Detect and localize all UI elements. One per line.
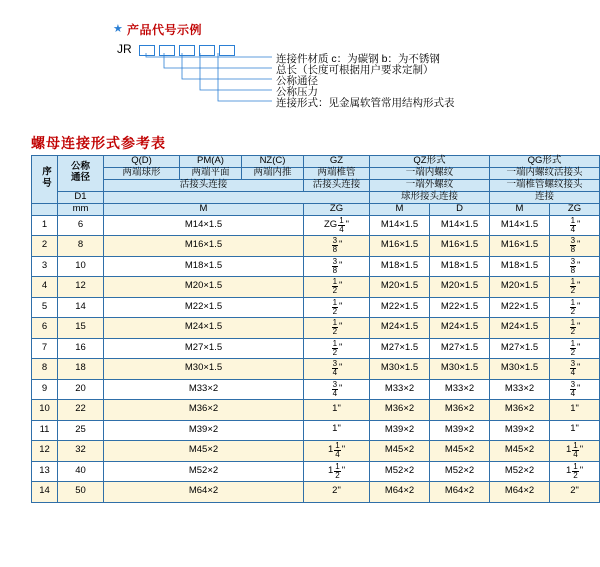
header-row-2: [32, 167, 600, 179]
cell-qg-zg: $\frac{3}{4}$ ": [550, 359, 600, 380]
diagram-label-nominal-pressure: 公称压力: [276, 86, 318, 98]
cell-dn: 16: [58, 338, 104, 359]
cell-gz-thread: $\frac{3}{4}$ ": [304, 379, 370, 400]
cell-qz-d: M36×2: [430, 400, 490, 421]
header-qg-connect: 连接: [490, 191, 600, 203]
cell-qz-m: M39×2: [370, 420, 430, 441]
table-body: [32, 215, 600, 502]
header-blank-1: [104, 191, 370, 203]
cell-gz-thread: 1": [304, 420, 370, 441]
cell-qz-d: M52×2: [430, 461, 490, 482]
star-icon: ★: [113, 23, 123, 35]
cell-qg-zg: $\frac{1}{4}$ ": [550, 215, 600, 236]
cell-qz-d: M16×1.5: [430, 236, 490, 257]
cell-qg-m: M22×1.5: [490, 297, 550, 318]
cell-qg-m: M24×1.5: [490, 318, 550, 339]
cell-seq: 13: [32, 461, 58, 482]
cell-qg-zg: $\frac{1}{2}$ ": [550, 277, 600, 298]
cell-qz-m: M14×1.5: [370, 215, 430, 236]
cell-dn: 15: [58, 318, 104, 339]
cell-qg-zg: $\frac{1}{2}$ ": [550, 318, 600, 339]
cell-qg-zg: 1 $\frac{1}{2}$ ": [550, 461, 600, 482]
table-row: [32, 441, 600, 462]
cell-gz-thread: ZG $\frac{1}{4}$ ": [304, 215, 370, 236]
cell-qz-m: M18×1.5: [370, 256, 430, 277]
cell-qg-m: M16×1.5: [490, 236, 550, 257]
cell-qz-d: M39×2: [430, 420, 490, 441]
table-row: [32, 482, 600, 503]
cell-seq: 14: [32, 482, 58, 503]
cell-qz-m: M27×1.5: [370, 338, 430, 359]
table-row: [32, 400, 600, 421]
cell-qz-d: M27×1.5: [430, 338, 490, 359]
header-seq: [32, 156, 58, 204]
cell-qg-zg: $\frac{3}{4}$ ": [550, 379, 600, 400]
cell-gz-thread: 1": [304, 400, 370, 421]
page-title: 螺母连接形式参考表: [31, 135, 166, 151]
cell-dn: 25: [58, 420, 104, 441]
cell-q-thread: M20×1.5: [104, 277, 304, 298]
header-group-nz: NZ(C): [242, 156, 304, 168]
header-gz-connect: 活接头连接: [304, 179, 370, 191]
cell-q-thread: M33×2: [104, 379, 304, 400]
header-d1: D1: [58, 191, 104, 203]
diagram-label-connection-type: 连接形式：见金属软管常用结构形式表: [276, 97, 455, 109]
cell-gz-thread: $\frac{3}{8}$ ": [304, 256, 370, 277]
cell-qz-d: M22×1.5: [430, 297, 490, 318]
cell-qz-m: M36×2: [370, 400, 430, 421]
cell-seq: 5: [32, 297, 58, 318]
cell-qz-d: M64×2: [430, 482, 490, 503]
cell-qg-zg: 1 $\frac{1}{4}$ ": [550, 441, 600, 462]
cell-seq: 12: [32, 441, 58, 462]
cell-seq: 2: [32, 236, 58, 257]
cell-dn: 12: [58, 277, 104, 298]
header-row-4: [32, 191, 600, 203]
header-dn: [58, 156, 104, 192]
cell-gz-thread: 2": [304, 482, 370, 503]
cell-gz-thread: $\frac{1}{2}$ ": [304, 297, 370, 318]
cell-qg-m: M14×1.5: [490, 215, 550, 236]
header-dn-label: 公称通径: [70, 161, 90, 184]
cell-qz-m: M20×1.5: [370, 277, 430, 298]
header-group-pm: PM(A): [180, 156, 242, 168]
cell-seq: 4: [32, 277, 58, 298]
table-row: [32, 318, 600, 339]
table-header: [32, 156, 600, 216]
cell-qg-m: M36×2: [490, 400, 550, 421]
cell-qg-zg: $\frac{1}{2}$ ": [550, 297, 600, 318]
cell-q-thread: M45×2: [104, 441, 304, 462]
header-unit-qg-zg: ZG: [550, 203, 600, 215]
cell-seq: 7: [32, 338, 58, 359]
cell-q-thread: M24×1.5: [104, 318, 304, 339]
cell-gz-thread: 1 $\frac{1}{2}$ ": [304, 461, 370, 482]
cell-qg-zg: 1": [550, 420, 600, 441]
table-row: [32, 256, 600, 277]
cell-seq: 6: [32, 318, 58, 339]
header-q-connect: 活接头连接: [104, 179, 304, 191]
cell-q-thread: M30×1.5: [104, 359, 304, 380]
cell-qz-d: M14×1.5: [430, 215, 490, 236]
cell-qg-zg: $\frac{3}{8}$ ": [550, 236, 600, 257]
table-row: [32, 379, 600, 400]
cell-q-thread: M14×1.5: [104, 215, 304, 236]
diagram-title: 产品代号示例: [127, 23, 203, 37]
cell-qz-d: M20×1.5: [430, 277, 490, 298]
cell-qz-m: M30×1.5: [370, 359, 430, 380]
cell-seq: 10: [32, 400, 58, 421]
nut-connection-reference-table: [31, 155, 600, 503]
product-code-prefix: JR: [117, 42, 132, 56]
cell-qg-m: M64×2: [490, 482, 550, 503]
header-seq-label: 序号: [39, 165, 51, 189]
cell-seq: 11: [32, 420, 58, 441]
cell-gz-thread: 1 $\frac{1}{4}$ ": [304, 441, 370, 462]
cell-seq: 9: [32, 379, 58, 400]
cell-dn: 22: [58, 400, 104, 421]
table-row: [32, 215, 600, 236]
header-row-3: [32, 179, 600, 191]
cell-q-thread: M27×1.5: [104, 338, 304, 359]
cell-qz-d: M45×2: [430, 441, 490, 462]
header-group-gz: GZ: [304, 156, 370, 168]
header-qz-thread: 一端外螺纹: [370, 179, 490, 191]
cell-qg-m: M18×1.5: [490, 256, 550, 277]
header-nz-desc: 两端内推: [242, 167, 304, 179]
header-qg-desc: 一端内螺纹活接头: [490, 167, 600, 179]
header-unit-qg-m: M: [490, 203, 550, 215]
table-row: [32, 420, 600, 441]
cell-gz-thread: $\frac{1}{2}$ ": [304, 318, 370, 339]
header-row-1: [32, 156, 600, 168]
cell-seq: 8: [32, 359, 58, 380]
cell-qg-m: M45×2: [490, 441, 550, 462]
table-row: [32, 461, 600, 482]
cell-qg-zg: $\frac{1}{2}$ ": [550, 338, 600, 359]
cell-qg-m: M39×2: [490, 420, 550, 441]
table-row: [32, 359, 600, 380]
cell-dn: 14: [58, 297, 104, 318]
header-unit-qz-m: M: [370, 203, 430, 215]
product-code-diagram: [0, 0, 600, 128]
table-row: [32, 277, 600, 298]
cell-q-thread: M36×2: [104, 400, 304, 421]
cell-qg-zg: 1": [550, 400, 600, 421]
diagram-label-material: 连接件材质 c：为碳钢 b：为不锈钢: [276, 53, 440, 65]
header-pm-desc: 两端平面: [180, 167, 242, 179]
cell-qz-m: M22×1.5: [370, 297, 430, 318]
cell-qz-d: M24×1.5: [430, 318, 490, 339]
cell-qg-m: M20×1.5: [490, 277, 550, 298]
cell-qg-zg: $\frac{3}{8}$ ": [550, 256, 600, 277]
cell-dn: 50: [58, 482, 104, 503]
cell-qg-m: M30×1.5: [490, 359, 550, 380]
cell-q-thread: M39×2: [104, 420, 304, 441]
cell-qg-m: M27×1.5: [490, 338, 550, 359]
cell-qz-m: M64×2: [370, 482, 430, 503]
header-qz-ballhead: 球形接头连接: [370, 191, 490, 203]
cell-dn: 40: [58, 461, 104, 482]
cell-gz-thread: $\frac{3}{8}$ ": [304, 236, 370, 257]
cell-qz-d: M18×1.5: [430, 256, 490, 277]
cell-dn: 6: [58, 215, 104, 236]
header-group-q: Q(D): [104, 156, 180, 168]
header-row-units: [32, 203, 600, 215]
header-q-desc: 两端球形: [104, 167, 180, 179]
cell-qz-d: M33×2: [430, 379, 490, 400]
cell-gz-thread: $\frac{1}{2}$ ": [304, 277, 370, 298]
cell-qg-m: M33×2: [490, 379, 550, 400]
table-row: [32, 338, 600, 359]
cell-qz-m: M33×2: [370, 379, 430, 400]
header-unit-seq-blank: [32, 203, 58, 215]
cell-gz-thread: $\frac{3}{4}$ ": [304, 359, 370, 380]
header-unit-zg: ZG: [304, 203, 370, 215]
cell-q-thread: M64×2: [104, 482, 304, 503]
cell-q-thread: M22×1.5: [104, 297, 304, 318]
cell-gz-thread: $\frac{1}{2}$ ": [304, 338, 370, 359]
cell-qz-m: M16×1.5: [370, 236, 430, 257]
header-gz-desc: 两端椎管: [304, 167, 370, 179]
cell-dn: 8: [58, 236, 104, 257]
cell-qg-zg: 2": [550, 482, 600, 503]
header-group-qz: QZ形式: [370, 156, 490, 168]
header-unit-m: M: [104, 203, 304, 215]
table-row: [32, 236, 600, 257]
cell-dn: 20: [58, 379, 104, 400]
cell-dn: 18: [58, 359, 104, 380]
cell-qz-m: M52×2: [370, 461, 430, 482]
cell-qz-m: M24×1.5: [370, 318, 430, 339]
cell-qz-m: M45×2: [370, 441, 430, 462]
cell-dn: 32: [58, 441, 104, 462]
cell-q-thread: M52×2: [104, 461, 304, 482]
cell-q-thread: M18×1.5: [104, 256, 304, 277]
cell-qz-d: M30×1.5: [430, 359, 490, 380]
header-qg-thread: 一端椎管螺纹接头: [490, 179, 600, 191]
header-unit-mm: mm: [58, 203, 104, 215]
cell-seq: 3: [32, 256, 58, 277]
diagram-label-nominal-diameter: 公称通径: [276, 75, 318, 87]
cell-seq: 1: [32, 215, 58, 236]
diagram-label-length: 总长（长度可根据用户要求定制）: [276, 64, 434, 76]
header-group-qg: QG形式: [490, 156, 600, 168]
header-qz-desc: 一端内螺纹: [370, 167, 490, 179]
cell-q-thread: M16×1.5: [104, 236, 304, 257]
cell-dn: 10: [58, 256, 104, 277]
header-unit-qz-d: D: [430, 203, 490, 215]
cell-qg-m: M52×2: [490, 461, 550, 482]
table-row: [32, 297, 600, 318]
